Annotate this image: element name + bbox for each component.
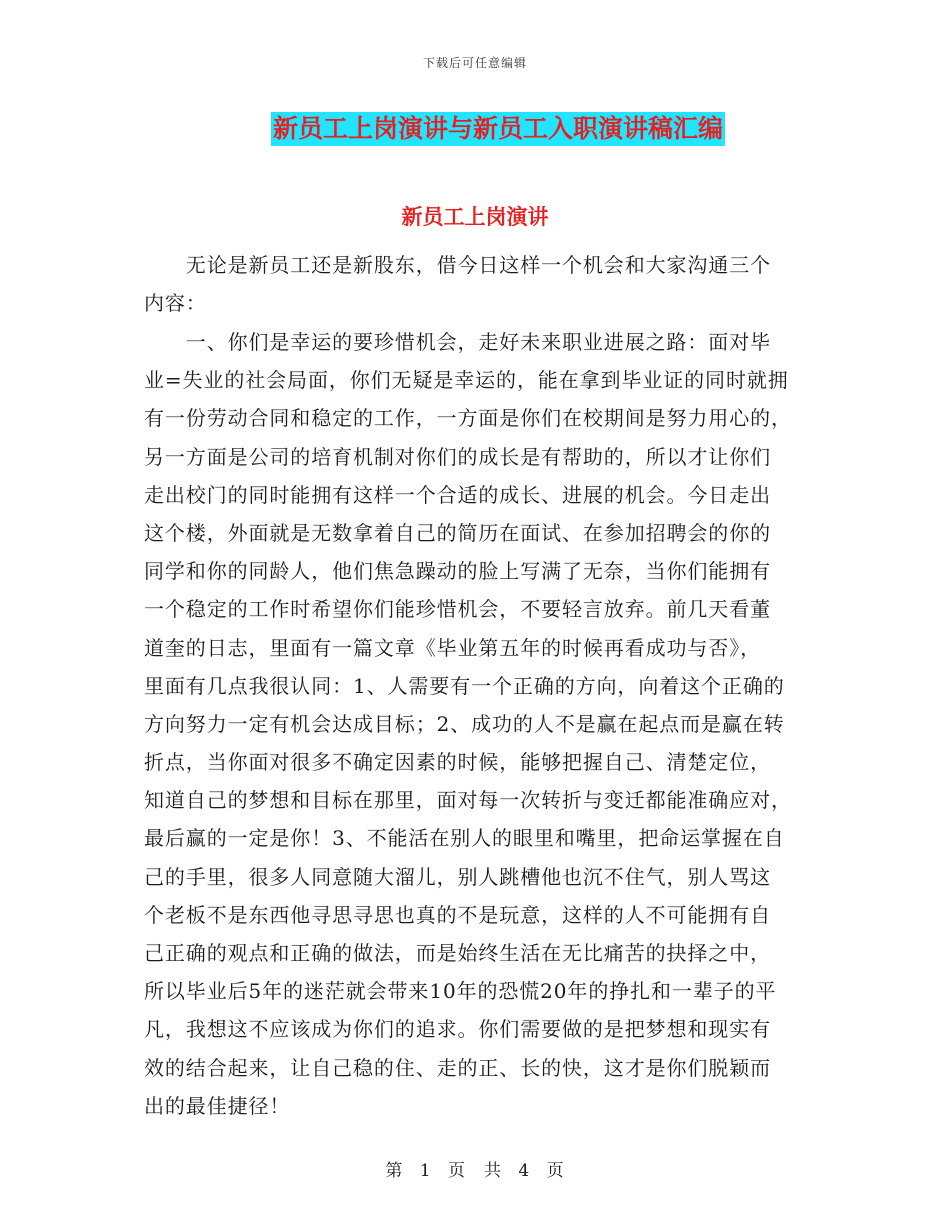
- header-note: 下载后可任意编辑: [422, 56, 527, 70]
- text-line: 所以毕业后5年的迷茫就会带来10年的恐慌20年的挣扎和一辈子的平: [144, 979, 777, 1004]
- text-line: 这个楼，外面就是无数拿着自己的简历在面试、在参加招聘会的你的: [144, 520, 771, 545]
- text-line: 道奎的日志，里面有一篇文章《毕业第五年的时候再看成功与否》，: [144, 635, 761, 660]
- text-line: 里面有几点我很认同：1、人需要有一个正确的方向，向着这个正确的: [144, 673, 785, 698]
- text-line: 个老板不是东西他寻思寻思也真的不是玩意，这样的人不可能拥有自: [144, 902, 771, 927]
- text-line: 另一方面是公司的培育机制对你们的成长是有帮助的，所以才让你们: [144, 444, 771, 469]
- text-line: 知道自己的梦想和目标在那里，面对每一次转折与变迁都能准确应对，: [144, 788, 792, 813]
- text-line: 凡，我想这不应该成为你们的追求。你们需要做的是把梦想和现实有: [144, 1017, 771, 1042]
- current-page-number: 1: [419, 1161, 432, 1181]
- text-line: 同学和你的同龄人，他们焦急躁动的脸上写满了无奈，当你们能拥有: [144, 559, 771, 584]
- paragraph-1: [144, 246, 804, 322]
- text-line: 己正确的观点和正确的做法，而是始终生活在无比痛苦的抉择之中，: [144, 941, 771, 965]
- text-line: 效的结合起来，让自己稳的住、走的正、长的快，这才是你们脱颖而: [144, 1055, 771, 1080]
- document-title: 新员工上岗演讲与新员工入职演讲稿汇编: [271, 112, 725, 146]
- text-line: 一、你们是幸运的要珍惜机会，走好未来职业进展之路：面对毕: [144, 330, 771, 354]
- doc-title-wrap: [0, 112, 950, 146]
- text-line: 出的最佳捷径！: [144, 1093, 291, 1118]
- page-footer: [0, 1156, 950, 1181]
- text-line: 有一份劳动合同和稳定的工作，一方面是你们在校期间是努力用心的，: [144, 406, 792, 431]
- footer-middle: 页 共: [448, 1161, 502, 1181]
- text-line: 内容：: [144, 291, 207, 316]
- text-line: 一个稳定的工作时希望你们能珍惜机会，不要轻言放弃。前几天看董: [144, 597, 771, 622]
- total-page-count: 4: [518, 1161, 531, 1181]
- paragraph-2: [144, 323, 804, 1125]
- footer-prefix: 第: [385, 1161, 404, 1181]
- footer-suffix: 页: [546, 1161, 565, 1181]
- text-line: 折点，当你面对很多不确定因素的时候，能够把握自己、清楚定位，: [144, 750, 771, 775]
- text-line: 最后赢的一定是你！3、不能活在别人的眼里和嘴里，把命运掌握在自: [144, 826, 785, 851]
- text-line: 走出校门的同时能拥有这样一个合适的成长、进展的机会。今日走出: [144, 482, 771, 507]
- text-line: 己的手里，很多人同意随大溜儿，别人跳槽他也沉不住气，别人骂这: [144, 864, 771, 889]
- text-line: 方向努力一定有机会达成目标；2、成功的人不是赢在起点而是赢在转: [144, 711, 785, 736]
- text-line: 无论是新员工还是新股东，借今日这样一个机会和大家沟通三个: [144, 253, 771, 277]
- text-line: 业=失业的社会局面，你们无疑是幸运的，能在拿到毕业证的同时就拥: [144, 368, 789, 393]
- section-title: 新员工上岗演讲: [401, 204, 549, 229]
